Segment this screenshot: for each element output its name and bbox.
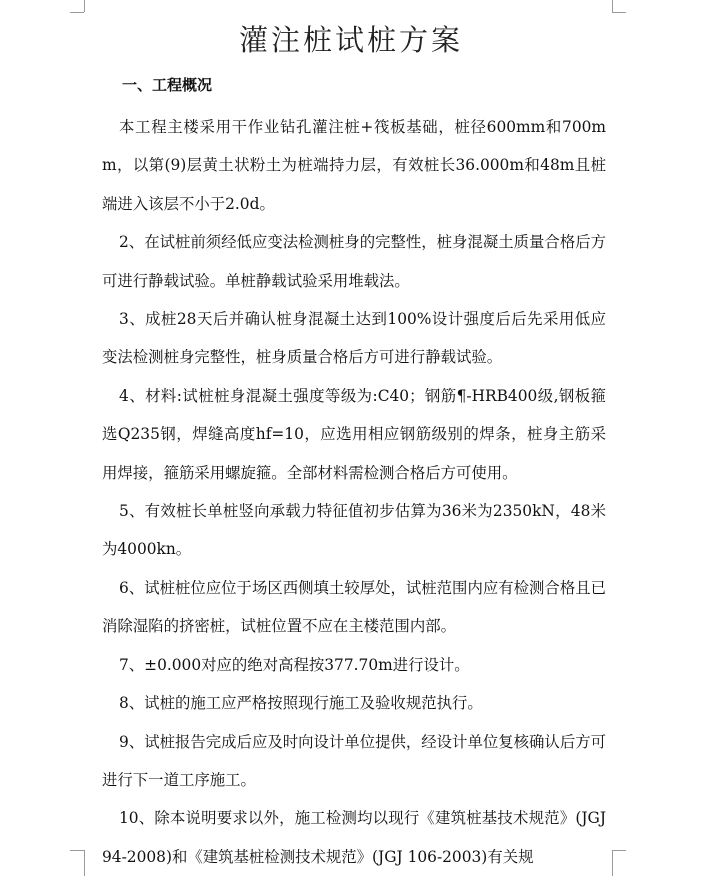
crop-mark [612, 0, 613, 12]
paragraph-item-9: 9、试桩报告完成后应及时向设计单位提供，经设计单位复核确认后方可进行下一道工序施工。 [102, 732, 606, 789]
section-heading: 一、工程概况 [122, 76, 213, 94]
paragraph-item-3: 3、成桩28天后并确认桩身混凝土达到100%设计强度后后先采用低应变法检测桩身完整性，桩身质量合格后方可进行静载试验。 [102, 310, 606, 367]
paragraph-item-4: 4、材料:试桩桩身混凝土强度等级为:C40；钢筋¶-HRB400级,钢板箍选Q235钢，焊缝高度hf=10，应选用相应钢筋级别的焊条，桩身主筋采用焊接，箍筋采用螺旋箍。全部材料需检测合格后方可使用。 [102, 386, 606, 482]
crop-mark [84, 0, 85, 12]
crop-mark [612, 850, 626, 851]
paragraph-overview: 本工程主楼采用干作业钻孔灌注桩+筏板基础，桩径600mm和700mm，以第(9)层黄土状粉土为桩端持力层，有效桩长36.000m和48m且桩端进入该层不小于2.0d。 [102, 118, 606, 213]
document-body [102, 108, 606, 876]
crop-mark [70, 12, 84, 13]
crop-mark [70, 850, 84, 851]
crop-mark [612, 12, 626, 13]
crop-mark [612, 850, 613, 876]
paragraph-item-5: 5、有效桩长单桩竖向承载力特征值初步估算为36米为2350kN，48米为4000kn。 [102, 502, 606, 559]
paragraph-item-2: 2、在试桩前须经低应变法检测桩身的完整性，桩身混凝土质量合格后方可进行静载试验。单桩静载试验采用堆载法。 [102, 233, 606, 290]
crop-mark [84, 850, 85, 876]
paragraph-item-7: 7、±0.000对应的绝对高程按377.70m进行设计。 [119, 655, 470, 674]
document-title: 灌注桩试桩方案 [238, 23, 463, 57]
paragraph-item-10: 10、除本说明要求以外，施工检测均以现行《建筑桩基技术规范》(JGJ 94-2008)和《建筑基桩检测技术规范》(JGJ 106-2003)有关规 [102, 809, 606, 866]
paragraph-item-8: 8、试桩的施工应严格按照现行施工及验收规范执行。 [119, 694, 483, 713]
paragraph-item-6: 6、试桩桩位应位于场区西侧填土较厚处，试桩范围内应有检测合格且已消除湿陷的挤密桩，试桩位置不应在主楼范围内部。 [102, 578, 606, 636]
